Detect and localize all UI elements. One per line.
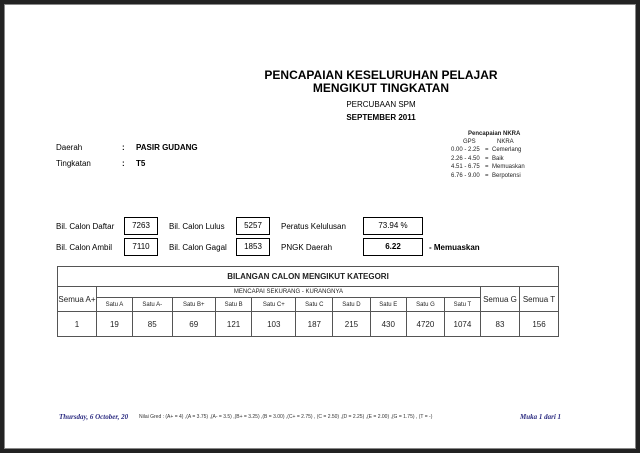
cell-value: 187 xyxy=(296,312,333,337)
nkra-label: Berpotensi xyxy=(492,172,521,179)
table-row xyxy=(58,312,559,337)
exam-name: PERCUBAAN SPM xyxy=(346,100,416,109)
table-title: BILANGAN CALON MENGIKUT KATEGORI xyxy=(58,267,559,287)
nkra-col-gps: GPS xyxy=(463,139,476,145)
pngk-value: 6.22 xyxy=(363,238,423,256)
col-header: Satu G xyxy=(407,298,445,312)
semua-aplus-header: Semua A+ xyxy=(58,287,97,312)
nkra-range: 4.51 - 6.75 xyxy=(451,164,480,170)
nkra-range: 0.00 - 2.25 xyxy=(451,147,480,153)
col-header: Satu A xyxy=(97,298,133,312)
col-header: Satu C xyxy=(296,298,333,312)
cell-value: 215 xyxy=(333,312,370,337)
ambil-label: Bil. Calon Ambil xyxy=(56,243,113,252)
daerah-value: PASIR GUDANG xyxy=(136,143,198,152)
tingkatan-label: Tingkatan xyxy=(56,159,91,168)
cell-value: 69 xyxy=(172,312,215,337)
lulus-value: 5257 xyxy=(236,217,270,235)
footer-page: Muka 1 dari 1 xyxy=(520,413,562,421)
nkra-title: Pencapaian NKRA xyxy=(468,131,521,137)
nkra-range: 2.26 - 4.50 xyxy=(451,155,480,162)
ambil-value: 7110 xyxy=(124,238,158,256)
report-subtitle: MENGIKUT TINGKATAN xyxy=(312,81,450,95)
gagal-label: Bil. Calon Gagal xyxy=(169,243,227,252)
pngk-status: - Memuaskan xyxy=(429,243,480,252)
col-header: Satu C+ xyxy=(252,298,296,312)
group-header: MENCAPAI SEKURANG - KURANGNYA xyxy=(97,287,481,298)
cell-value: 121 xyxy=(215,312,252,337)
cell-value: 1074 xyxy=(444,312,480,337)
col-header: Satu D xyxy=(333,298,370,312)
cell-value: 85 xyxy=(132,312,172,337)
nkra-eq: = xyxy=(485,172,489,179)
report-page xyxy=(4,4,636,449)
daftar-label: Bil. Calon Daftar xyxy=(56,222,115,231)
daftar-value: 7263 xyxy=(124,217,158,235)
exam-date: SEPTEMBER 2011 xyxy=(346,113,416,122)
cell-value: 430 xyxy=(370,312,407,337)
nkra-label: Memuaskan xyxy=(492,164,525,170)
nkra-label: Baik xyxy=(492,155,504,162)
cell-value: 19 xyxy=(97,312,133,337)
nkra-col-nkra: NKRA xyxy=(497,139,514,145)
semua-g-header: Semua G xyxy=(481,287,520,312)
nkra-eq: = xyxy=(485,164,489,170)
peratus-value: 73.94 % xyxy=(363,217,423,235)
cell-t: 156 xyxy=(520,312,559,337)
nkra-label: Cemerlang xyxy=(492,147,522,153)
colon: : xyxy=(122,159,125,168)
col-header: Satu B+ xyxy=(172,298,215,312)
tingkatan-value: T5 xyxy=(136,159,146,168)
lulus-label: Bil. Calon Lulus xyxy=(169,222,225,231)
nkra-eq: = xyxy=(485,155,489,162)
col-header: Satu E xyxy=(370,298,407,312)
col-header: Satu B xyxy=(215,298,252,312)
cell-value: 4720 xyxy=(407,312,445,337)
colon: : xyxy=(122,143,125,152)
col-header: Satu A- xyxy=(132,298,172,312)
footer-date: Thursday, 6 October, 20 xyxy=(59,413,129,421)
semua-t-header: Semua T xyxy=(520,287,559,312)
cell-aplus: 1 xyxy=(58,312,97,337)
peratus-label: Peratus Kelulusan xyxy=(281,222,346,231)
cell-g: 83 xyxy=(481,312,520,337)
cell-value: 103 xyxy=(252,312,296,337)
category-table xyxy=(57,266,559,337)
nkra-range: 6.76 - 9.00 xyxy=(451,172,480,179)
daerah-label: Daerah xyxy=(56,143,83,152)
footer-grades: Nilai Gred : (A+ = 4) ,(A = 3.75) ,(A- = 3.5) ,(B+ = 3.25) ,(B = 3.00) ,(C+ = 2.75) , (C = 2.50) ,(D = 2.25) ,(E = 2.00) ,(G = 1.75) , (T = -) xyxy=(139,414,433,420)
pngk-label: PNGK Daerah xyxy=(281,243,333,252)
col-header: Satu T xyxy=(444,298,480,312)
gagal-value: 1853 xyxy=(236,238,270,256)
report-title: PENCAPAIAN KESELURUHAN PELAJAR xyxy=(264,68,498,82)
nkra-eq: = xyxy=(485,147,489,153)
